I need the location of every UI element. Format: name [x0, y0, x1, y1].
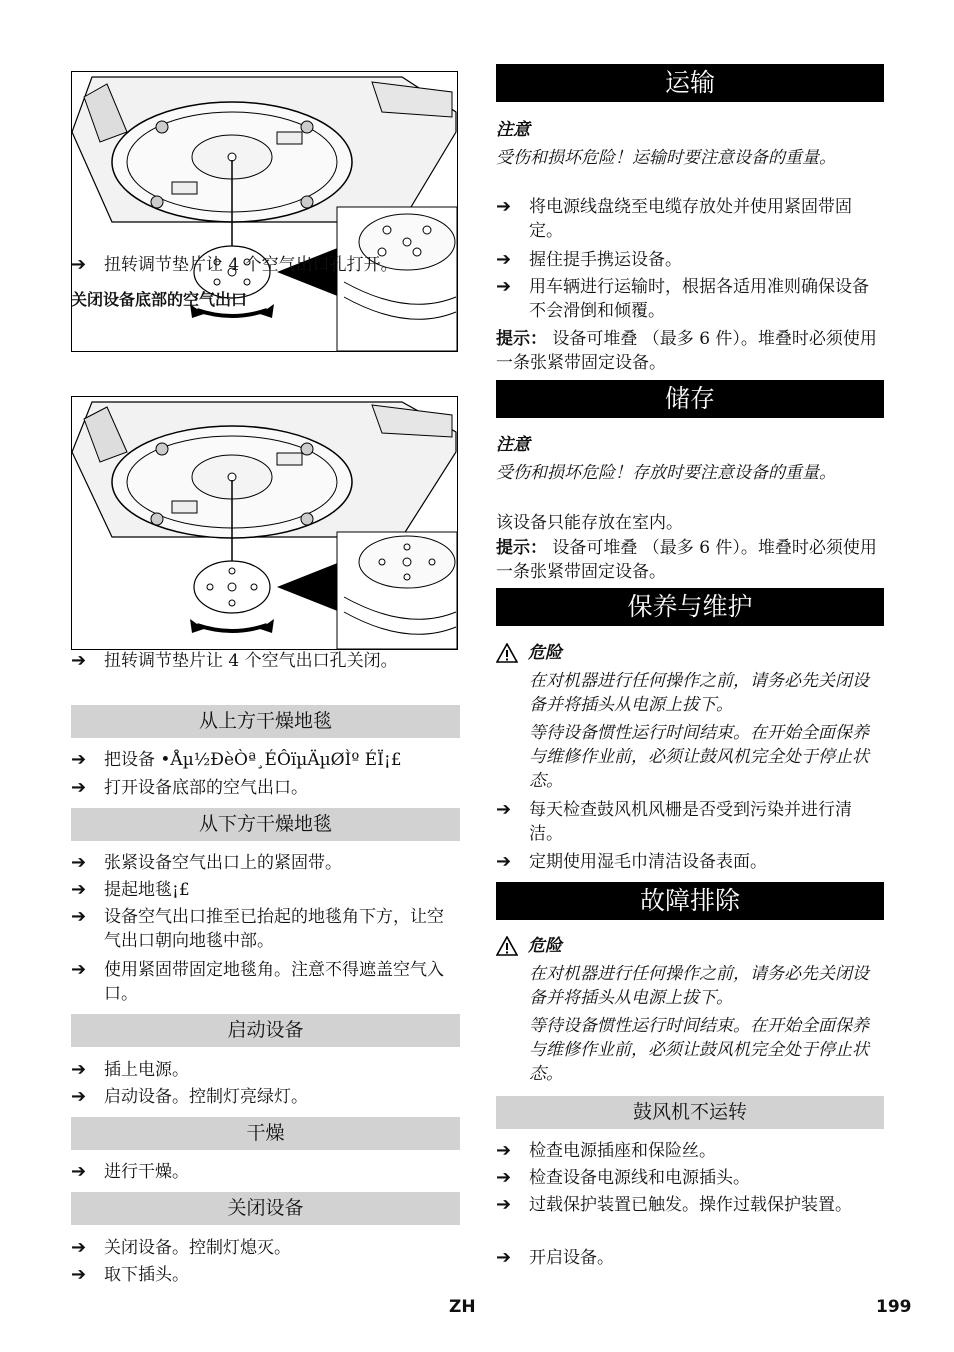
arrow-right-icon: ➔: [496, 1194, 512, 1215]
arrow-right-icon: ➔: [496, 249, 512, 270]
note-label: 注意: [496, 120, 530, 140]
section-storage: 储存: [496, 380, 884, 418]
list-item: ➔ 启动设备。控制灯亮绿灯。: [71, 1086, 308, 1107]
transport-hint: [496, 327, 884, 375]
section-dry-from-below: 从下方干燥地毯: [71, 808, 460, 841]
list-item: ➔ 用车辆进行运输时，根据各适用准则确保设备不会滑倒和倾覆。: [496, 276, 869, 321]
arrow-right-icon: ➔: [496, 851, 512, 872]
arrow-right-icon: ➔: [496, 1167, 512, 1188]
storage-hint: [496, 536, 884, 584]
arrow-right-icon: ➔: [71, 1237, 87, 1258]
list-item: ➔ 进行干燥。: [71, 1161, 189, 1182]
danger-label: 危险: [528, 643, 562, 663]
arrow-right-icon: ➔: [496, 1140, 512, 1161]
list-item: ➔ 取下插头。: [71, 1264, 189, 1285]
list-item: ➔ 定期使用湿毛巾清洁设备表面。: [496, 851, 767, 872]
fig2-caption-text: 扭转调节垫片让 4 个空气出口孔关闭。: [104, 651, 398, 671]
section-turn-off: 关闭设备: [71, 1192, 460, 1225]
list-item: ➔ 张紧设备空气出口上的紧固带。: [71, 852, 342, 873]
arrow-right-icon: ➔: [496, 799, 512, 820]
note-label: 注意: [496, 435, 530, 455]
fig2-caption-item: [71, 649, 460, 673]
arrow-right-icon: ➔: [496, 196, 512, 217]
list-item: ➔ 开启设备。: [496, 1247, 614, 1268]
hint-text: 设备可堆叠 （最多 6 件）。堆叠时必须使用一条张紧带固定设备。: [496, 538, 877, 582]
arrow-right-icon: ➔: [71, 906, 87, 927]
list-item: ➔ 每天检查鼓风机风栅是否受到污染并进行清洁。: [496, 799, 852, 844]
danger-heading: [496, 934, 562, 958]
note-text: 受伤和损坏危险！存放时要注意设备的重量。: [496, 463, 836, 483]
danger-label: 危险: [528, 936, 562, 956]
list-item: ➔ 检查电源插座和保险丝。: [496, 1140, 716, 1161]
list-item: ➔ 检查设备电源线和电源插头。: [496, 1167, 750, 1188]
section-dry: 干燥: [71, 1117, 460, 1150]
list-item: ➔ 过载保护装置已触发。操作过载保护装置。: [496, 1194, 852, 1215]
section-blower-not-running: 鼓风机不运转: [496, 1096, 884, 1129]
danger-heading: [496, 641, 562, 665]
warning-triangle-icon: [496, 936, 518, 956]
danger-text-1: 在对机器进行任何操作之前，请务必先关闭设备并将插头从电源上拔下。: [529, 964, 869, 1008]
close-outlet-heading: 关闭设备底部的空气出口: [71, 290, 248, 309]
fig1-caption-text: 扭转调节垫片让 4 个空气出口孔打开。: [104, 255, 398, 275]
footer-language: ZH: [449, 1297, 476, 1317]
section-transport: 运输: [496, 64, 884, 102]
arrow-right-icon: ➔: [71, 1086, 87, 1107]
danger-text-2: 等待设备惯性运行时间结束。在开始全面保养与维修作业前，必须让鼓风机完全处于停止状态。: [529, 723, 869, 791]
arrow-right-icon: ➔: [71, 879, 87, 900]
footer-page-number: 199: [876, 1297, 912, 1317]
hint-label: 提示：: [496, 329, 547, 349]
list-item: ➔ 提起地毯¡£: [71, 879, 190, 900]
note-text: 受伤和损坏危险！运输时要注意设备的重量。: [496, 148, 836, 168]
arrow-right-icon: ➔: [496, 1247, 512, 1268]
arrow-right-icon: ➔: [71, 1059, 87, 1080]
list-item: ➔ 把设备 •Åµ½ÐèÒª¸ÉÔïµÄµØÌº ÉÏ¡£: [71, 749, 402, 770]
section-start-device: 启动设备: [71, 1014, 460, 1047]
arrow-right-icon: ➔: [71, 749, 87, 770]
danger-text-1: 在对机器进行任何操作之前，请务必先关闭设备并将插头从电源上拔下。: [529, 671, 869, 715]
section-troubleshooting: 故障排除: [496, 882, 884, 920]
section-dry-from-above: 从上方干燥地毯: [71, 705, 460, 738]
hint-label: 提示：: [496, 538, 547, 558]
fig1-caption-item: [71, 253, 460, 277]
figure-air-outlet-closed: [71, 396, 458, 650]
arrow-right-icon: ➔: [71, 1264, 87, 1285]
arrow-right-icon: ➔: [71, 650, 87, 671]
hint-text: 设备可堆叠 （最多 6 件）。堆叠时必须使用一条张紧带固定设备。: [496, 329, 877, 373]
storage-indoor-text: 该设备只能存放在室内。: [496, 513, 683, 533]
list-item: ➔ 打开设备底部的空气出口。: [71, 777, 308, 798]
list-item: ➔ 关闭设备。控制灯熄灭。: [71, 1237, 291, 1258]
arrow-right-icon: ➔: [496, 276, 512, 297]
warning-triangle-icon: [496, 643, 518, 663]
list-item: ➔ 设备空气出口推至已抬起的地毯角下方，让空气出口朝向地毯中部。: [71, 906, 444, 951]
arrow-right-icon: ➔: [71, 959, 87, 980]
section-care-maintenance: 保养与维护: [496, 588, 884, 626]
arrow-right-icon: ➔: [71, 852, 87, 873]
list-item: ➔ 将电源线盘绕至电缆存放处并使用紧固带固定。: [496, 196, 852, 241]
arrow-right-icon: ➔: [71, 777, 87, 798]
danger-text-2: 等待设备惯性运行时间结束。在开始全面保养与维修作业前，必须让鼓风机完全处于停止状态。: [529, 1016, 869, 1084]
list-item: ➔ 插上电源。: [71, 1059, 189, 1080]
arrow-right-icon: ➔: [71, 254, 87, 275]
list-item: ➔ 握住提手携运设备。: [496, 249, 682, 270]
arrow-right-icon: ➔: [71, 1161, 87, 1182]
device-bottom-illustration-closed: [72, 397, 457, 649]
list-item: ➔ 使用紧固带固定地毯角。注意不得遮盖空气入口。: [71, 959, 444, 1004]
